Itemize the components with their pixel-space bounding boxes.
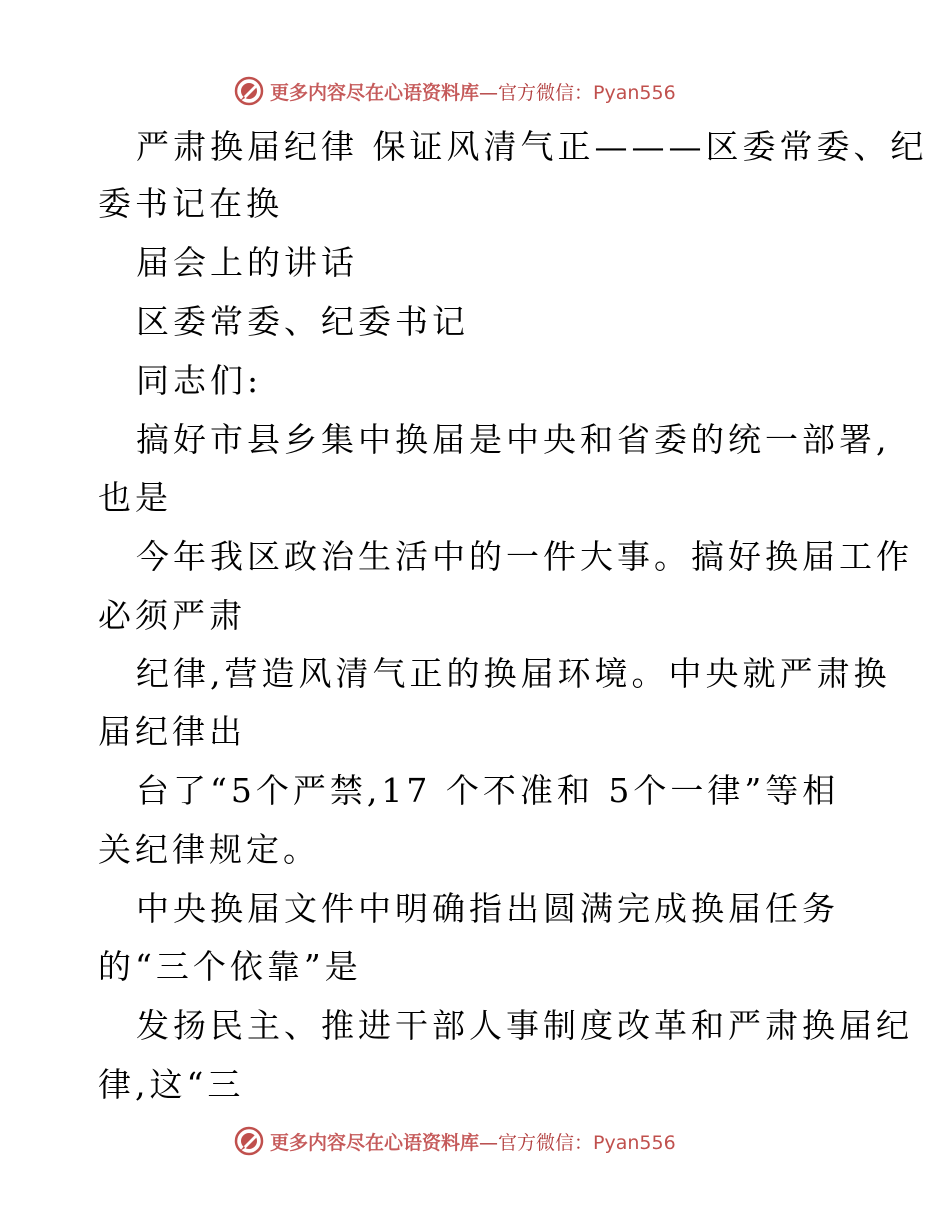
pen-logo-icon — [234, 76, 264, 106]
watermark-main: 更多内容尽在心语资料库 — [270, 1131, 480, 1154]
paragraph-line: 发扬民主、推进干部人事制度改革和严肃换届纪 — [136, 1006, 913, 1045]
paragraph-line: 的“三个依靠”是 — [98, 947, 362, 986]
paragraph-line: 关纪律规定。 — [98, 830, 320, 869]
paragraph-line: 今年我区政治生活中的一件大事。搞好换届工作 — [136, 537, 913, 576]
paragraph-line: 也是 — [98, 478, 172, 517]
paragraph-line: 中央换届文件中明确指出圆满完成换届任务 — [136, 889, 839, 928]
watermark-id: Pyan556 — [593, 81, 676, 104]
paragraph-line: 届纪律出 — [98, 712, 246, 751]
watermark-text — [270, 1128, 676, 1155]
paragraph-line: 台了“5个严禁,17 个不准和 5个一律”等相 — [136, 771, 840, 810]
salutation-line: 同志们: — [136, 361, 263, 400]
paragraph-line: 纪律,营造风清气正的换届环境。中央就严肃换 — [136, 654, 891, 693]
paragraph-line: 必须严肃 — [98, 596, 246, 635]
header-watermark — [234, 74, 676, 108]
title-line-1: 严肃换届纪律 保证风清气正———区委常委、纪 — [136, 127, 928, 166]
watermark-main: 更多内容尽在心语资料库 — [270, 81, 480, 104]
footer-watermark — [234, 1124, 676, 1158]
title-line-2: 委书记在换 — [98, 184, 283, 223]
paragraph-line: 搞好市县乡集中换届是中央和省委的统一部署, — [136, 420, 891, 459]
title-line-3: 届会上的讲话 — [136, 243, 358, 282]
watermark-sub: 官方微信： — [498, 1131, 594, 1154]
pen-logo-icon — [234, 1126, 264, 1156]
watermark-dash: — — [479, 81, 499, 104]
paragraph-line: 律,这“三 — [98, 1065, 245, 1104]
watermark-id: Pyan556 — [593, 1131, 676, 1154]
watermark-text — [270, 78, 676, 105]
author-line: 区委常委、纪委书记 — [136, 302, 469, 341]
watermark-dash: — — [479, 1131, 499, 1154]
watermark-sub: 官方微信： — [498, 81, 594, 104]
